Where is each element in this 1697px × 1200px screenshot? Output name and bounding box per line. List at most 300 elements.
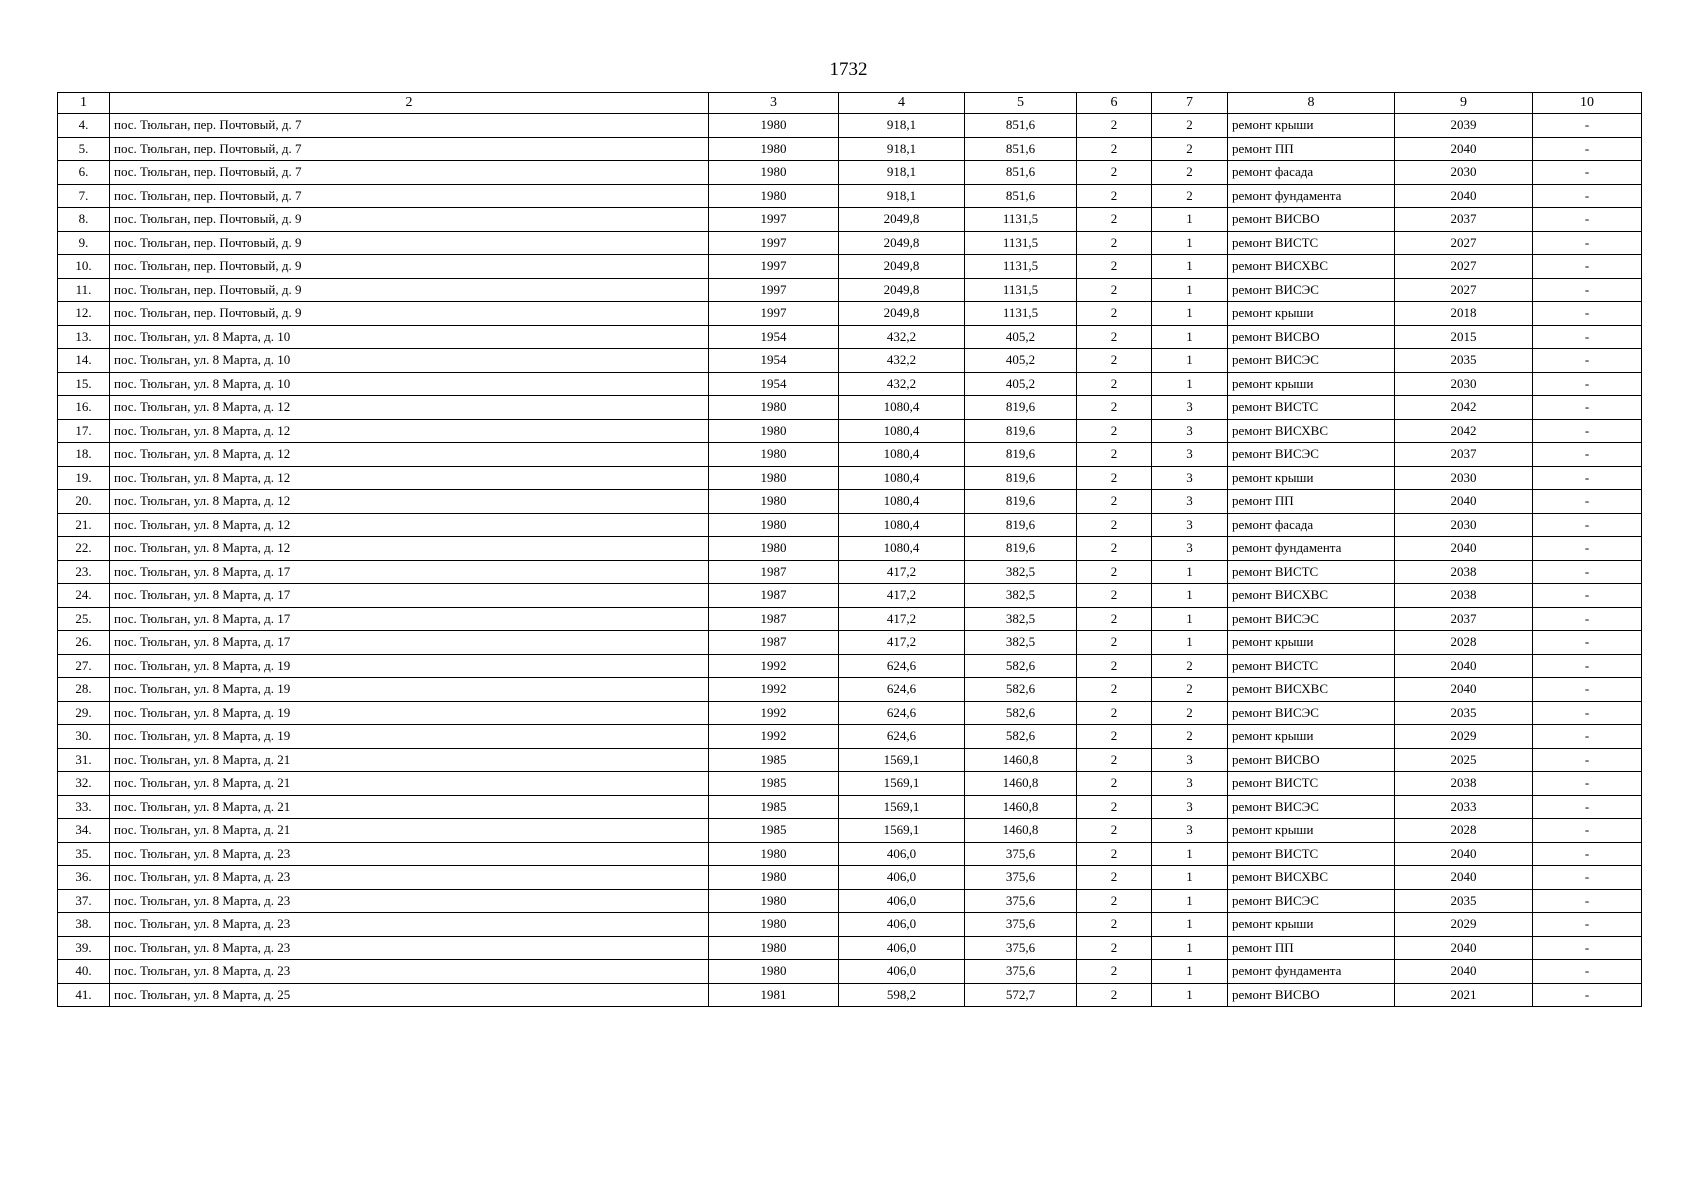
total-area-cell: 406,0	[839, 842, 965, 866]
planned-year-cell: 2040	[1395, 137, 1533, 161]
row-number-cell: 13.	[58, 325, 110, 349]
table-row	[58, 419, 1642, 443]
floors-cell: 2	[1077, 607, 1152, 631]
build-year-cell: 1980	[709, 490, 839, 514]
row-number-cell: 4.	[58, 114, 110, 138]
build-year-cell: 1992	[709, 678, 839, 702]
planned-year-cell: 2027	[1395, 255, 1533, 279]
work-type-cell: ремонт крыши	[1228, 913, 1395, 937]
work-type-cell: ремонт ПП	[1228, 490, 1395, 514]
work-type-cell: ремонт фасада	[1228, 161, 1395, 185]
work-type-cell: ремонт крыши	[1228, 725, 1395, 749]
address-cell: пос. Тюльган, пер. Почтовый, д. 9	[110, 255, 709, 279]
planned-year-cell: 2027	[1395, 231, 1533, 255]
table-row	[58, 137, 1642, 161]
work-type-cell: ремонт ВИСЭС	[1228, 889, 1395, 913]
living-area-cell: 819,6	[965, 419, 1077, 443]
total-area-cell: 624,6	[839, 701, 965, 725]
table-row	[58, 560, 1642, 584]
living-area-cell: 1131,5	[965, 208, 1077, 232]
planned-year-cell: 2037	[1395, 607, 1533, 631]
row-number-cell: 39.	[58, 936, 110, 960]
row-number-cell: 32.	[58, 772, 110, 796]
living-area-cell: 819,6	[965, 466, 1077, 490]
build-year-cell: 1980	[709, 137, 839, 161]
notes-cell: -	[1533, 936, 1642, 960]
floors-cell: 2	[1077, 983, 1152, 1007]
entrances-cell: 2	[1152, 161, 1228, 185]
entrances-cell: 1	[1152, 960, 1228, 984]
notes-cell: -	[1533, 396, 1642, 420]
living-area-cell: 1460,8	[965, 748, 1077, 772]
address-cell: пос. Тюльган, ул. 8 Марта, д. 17	[110, 607, 709, 631]
living-area-cell: 1460,8	[965, 819, 1077, 843]
floors-cell: 2	[1077, 161, 1152, 185]
total-area-cell: 1080,4	[839, 466, 965, 490]
address-cell: пос. Тюльган, ул. 8 Марта, д. 12	[110, 419, 709, 443]
total-area-cell: 417,2	[839, 607, 965, 631]
total-area-cell: 417,2	[839, 631, 965, 655]
build-year-cell: 1980	[709, 513, 839, 537]
entrances-cell: 1	[1152, 325, 1228, 349]
total-area-cell: 2049,8	[839, 302, 965, 326]
planned-year-cell: 2028	[1395, 819, 1533, 843]
notes-cell: -	[1533, 889, 1642, 913]
column-header: 9	[1395, 93, 1533, 114]
notes-cell: -	[1533, 372, 1642, 396]
total-area-cell: 918,1	[839, 137, 965, 161]
page-number: 1732	[829, 59, 868, 80]
table-row	[58, 184, 1642, 208]
work-type-cell: ремонт крыши	[1228, 114, 1395, 138]
column-header: 4	[839, 93, 965, 114]
floors-cell: 2	[1077, 889, 1152, 913]
floors-cell: 2	[1077, 537, 1152, 561]
entrances-cell: 2	[1152, 725, 1228, 749]
table-row	[58, 607, 1642, 631]
build-year-cell: 1992	[709, 701, 839, 725]
build-year-cell: 1992	[709, 725, 839, 749]
row-number-cell: 21.	[58, 513, 110, 537]
entrances-cell: 1	[1152, 584, 1228, 608]
work-type-cell: ремонт ВИСХВС	[1228, 866, 1395, 890]
build-year-cell: 1980	[709, 842, 839, 866]
work-type-cell: ремонт ПП	[1228, 936, 1395, 960]
entrances-cell: 2	[1152, 114, 1228, 138]
build-year-cell: 1980	[709, 936, 839, 960]
table-row	[58, 372, 1642, 396]
living-area-cell: 405,2	[965, 325, 1077, 349]
address-cell: пос. Тюльган, ул. 8 Марта, д. 17	[110, 560, 709, 584]
entrances-cell: 3	[1152, 419, 1228, 443]
table-row	[58, 466, 1642, 490]
table-row	[58, 866, 1642, 890]
row-number-cell: 37.	[58, 889, 110, 913]
table-row	[58, 936, 1642, 960]
entrances-cell: 3	[1152, 819, 1228, 843]
total-area-cell: 406,0	[839, 936, 965, 960]
row-number-cell: 30.	[58, 725, 110, 749]
planned-year-cell: 2037	[1395, 443, 1533, 467]
row-number-cell: 16.	[58, 396, 110, 420]
planned-year-cell: 2029	[1395, 913, 1533, 937]
work-type-cell: ремонт ПП	[1228, 137, 1395, 161]
floors-cell: 2	[1077, 748, 1152, 772]
repair-schedule-table	[57, 92, 1642, 1007]
notes-cell: -	[1533, 537, 1642, 561]
table-row	[58, 678, 1642, 702]
table-row	[58, 654, 1642, 678]
build-year-cell: 1980	[709, 537, 839, 561]
entrances-cell: 1	[1152, 936, 1228, 960]
entrances-cell: 3	[1152, 772, 1228, 796]
planned-year-cell: 2030	[1395, 466, 1533, 490]
work-type-cell: ремонт фундамента	[1228, 960, 1395, 984]
total-area-cell: 1080,4	[839, 490, 965, 514]
entrances-cell: 1	[1152, 302, 1228, 326]
row-number-cell: 11.	[58, 278, 110, 302]
build-year-cell: 1985	[709, 748, 839, 772]
total-area-cell: 1080,4	[839, 443, 965, 467]
table-row	[58, 584, 1642, 608]
living-area-cell: 819,6	[965, 396, 1077, 420]
entrances-cell: 1	[1152, 372, 1228, 396]
planned-year-cell: 2021	[1395, 983, 1533, 1007]
living-area-cell: 375,6	[965, 913, 1077, 937]
build-year-cell: 1980	[709, 161, 839, 185]
total-area-cell: 417,2	[839, 584, 965, 608]
planned-year-cell: 2040	[1395, 184, 1533, 208]
total-area-cell: 918,1	[839, 114, 965, 138]
entrances-cell: 1	[1152, 607, 1228, 631]
notes-cell: -	[1533, 302, 1642, 326]
notes-cell: -	[1533, 842, 1642, 866]
total-area-cell: 1569,1	[839, 795, 965, 819]
total-area-cell: 624,6	[839, 725, 965, 749]
notes-cell: -	[1533, 795, 1642, 819]
work-type-cell: ремонт фундамента	[1228, 537, 1395, 561]
work-type-cell: ремонт ВИСХВС	[1228, 584, 1395, 608]
planned-year-cell: 2040	[1395, 866, 1533, 890]
notes-cell: -	[1533, 490, 1642, 514]
planned-year-cell: 2035	[1395, 889, 1533, 913]
floors-cell: 2	[1077, 560, 1152, 584]
notes-cell: -	[1533, 137, 1642, 161]
floors-cell: 2	[1077, 513, 1152, 537]
total-area-cell: 1080,4	[839, 537, 965, 561]
total-area-cell: 417,2	[839, 560, 965, 584]
floors-cell: 2	[1077, 772, 1152, 796]
planned-year-cell: 2040	[1395, 654, 1533, 678]
work-type-cell: ремонт крыши	[1228, 466, 1395, 490]
address-cell: пос. Тюльган, ул. 8 Марта, д. 19	[110, 678, 709, 702]
work-type-cell: ремонт ВИСВО	[1228, 208, 1395, 232]
notes-cell: -	[1533, 325, 1642, 349]
row-number-cell: 29.	[58, 701, 110, 725]
work-type-cell: ремонт ВИСЭС	[1228, 795, 1395, 819]
entrances-cell: 1	[1152, 208, 1228, 232]
living-area-cell: 819,6	[965, 513, 1077, 537]
build-year-cell: 1980	[709, 396, 839, 420]
living-area-cell: 582,6	[965, 678, 1077, 702]
planned-year-cell: 2042	[1395, 419, 1533, 443]
living-area-cell: 851,6	[965, 114, 1077, 138]
row-number-cell: 28.	[58, 678, 110, 702]
planned-year-cell: 2028	[1395, 631, 1533, 655]
build-year-cell: 1997	[709, 302, 839, 326]
total-area-cell: 432,2	[839, 349, 965, 373]
entrances-cell: 1	[1152, 842, 1228, 866]
planned-year-cell: 2030	[1395, 372, 1533, 396]
notes-cell: -	[1533, 678, 1642, 702]
entrances-cell: 3	[1152, 513, 1228, 537]
total-area-cell: 432,2	[839, 325, 965, 349]
floors-cell: 2	[1077, 631, 1152, 655]
row-number-cell: 27.	[58, 654, 110, 678]
row-number-cell: 6.	[58, 161, 110, 185]
floors-cell: 2	[1077, 255, 1152, 279]
entrances-cell: 1	[1152, 349, 1228, 373]
notes-cell: -	[1533, 114, 1642, 138]
build-year-cell: 1954	[709, 372, 839, 396]
work-type-cell: ремонт ВИСТС	[1228, 231, 1395, 255]
build-year-cell: 1987	[709, 560, 839, 584]
entrances-cell: 3	[1152, 795, 1228, 819]
total-area-cell: 1080,4	[839, 513, 965, 537]
table-row	[58, 913, 1642, 937]
build-year-cell: 1980	[709, 913, 839, 937]
planned-year-cell: 2030	[1395, 161, 1533, 185]
row-number-cell: 8.	[58, 208, 110, 232]
column-header: 6	[1077, 93, 1152, 114]
entrances-cell: 2	[1152, 184, 1228, 208]
planned-year-cell: 2042	[1395, 396, 1533, 420]
notes-cell: -	[1533, 560, 1642, 584]
planned-year-cell: 2035	[1395, 349, 1533, 373]
living-area-cell: 582,6	[965, 654, 1077, 678]
floors-cell: 2	[1077, 278, 1152, 302]
build-year-cell: 1985	[709, 819, 839, 843]
planned-year-cell: 2035	[1395, 701, 1533, 725]
row-number-cell: 14.	[58, 349, 110, 373]
work-type-cell: ремонт ВИСЭС	[1228, 701, 1395, 725]
planned-year-cell: 2025	[1395, 748, 1533, 772]
work-type-cell: ремонт ВИСТС	[1228, 560, 1395, 584]
notes-cell: -	[1533, 983, 1642, 1007]
build-year-cell: 1985	[709, 772, 839, 796]
total-area-cell: 406,0	[839, 866, 965, 890]
column-header: 3	[709, 93, 839, 114]
entrances-cell: 1	[1152, 278, 1228, 302]
table-row	[58, 396, 1642, 420]
living-area-cell: 1131,5	[965, 231, 1077, 255]
notes-cell: -	[1533, 349, 1642, 373]
living-area-cell: 1131,5	[965, 278, 1077, 302]
address-cell: пос. Тюльган, пер. Почтовый, д. 9	[110, 208, 709, 232]
entrances-cell: 2	[1152, 701, 1228, 725]
living-area-cell: 819,6	[965, 490, 1077, 514]
floors-cell: 2	[1077, 114, 1152, 138]
header-row	[58, 93, 1642, 114]
planned-year-cell: 2039	[1395, 114, 1533, 138]
living-area-cell: 819,6	[965, 443, 1077, 467]
entrances-cell: 3	[1152, 396, 1228, 420]
total-area-cell: 1080,4	[839, 419, 965, 443]
table-row	[58, 701, 1642, 725]
entrances-cell: 2	[1152, 137, 1228, 161]
address-cell: пос. Тюльган, пер. Почтовый, д. 7	[110, 114, 709, 138]
build-year-cell: 1997	[709, 231, 839, 255]
notes-cell: -	[1533, 466, 1642, 490]
total-area-cell: 2049,8	[839, 255, 965, 279]
table-row	[58, 889, 1642, 913]
row-number-cell: 36.	[58, 866, 110, 890]
living-area-cell: 851,6	[965, 137, 1077, 161]
address-cell: пос. Тюльган, ул. 8 Марта, д. 10	[110, 349, 709, 373]
address-cell: пос. Тюльган, ул. 8 Марта, д. 12	[110, 396, 709, 420]
floors-cell: 2	[1077, 137, 1152, 161]
address-cell: пос. Тюльган, ул. 8 Марта, д. 23	[110, 913, 709, 937]
notes-cell: -	[1533, 913, 1642, 937]
table-row	[58, 349, 1642, 373]
table-row	[58, 490, 1642, 514]
living-area-cell: 405,2	[965, 372, 1077, 396]
living-area-cell: 375,6	[965, 866, 1077, 890]
planned-year-cell: 2037	[1395, 208, 1533, 232]
row-number-cell: 22.	[58, 537, 110, 561]
row-number-cell: 31.	[58, 748, 110, 772]
floors-cell: 2	[1077, 466, 1152, 490]
work-type-cell: ремонт ВИСТС	[1228, 654, 1395, 678]
address-cell: пос. Тюльган, ул. 8 Марта, д. 23	[110, 889, 709, 913]
row-number-cell: 24.	[58, 584, 110, 608]
notes-cell: -	[1533, 701, 1642, 725]
build-year-cell: 1987	[709, 584, 839, 608]
planned-year-cell: 2040	[1395, 537, 1533, 561]
total-area-cell: 1569,1	[839, 772, 965, 796]
planned-year-cell: 2038	[1395, 560, 1533, 584]
notes-cell: -	[1533, 443, 1642, 467]
row-number-cell: 23.	[58, 560, 110, 584]
total-area-cell: 624,6	[839, 678, 965, 702]
work-type-cell: ремонт ВИСЭС	[1228, 278, 1395, 302]
row-number-cell: 5.	[58, 137, 110, 161]
table-row	[58, 443, 1642, 467]
address-cell: пос. Тюльган, ул. 8 Марта, д. 21	[110, 795, 709, 819]
row-number-cell: 41.	[58, 983, 110, 1007]
build-year-cell: 1980	[709, 866, 839, 890]
planned-year-cell: 2015	[1395, 325, 1533, 349]
address-cell: пос. Тюльган, пер. Почтовый, д. 7	[110, 184, 709, 208]
address-cell: пос. Тюльган, ул. 8 Марта, д. 12	[110, 443, 709, 467]
total-area-cell: 918,1	[839, 184, 965, 208]
row-number-cell: 35.	[58, 842, 110, 866]
table-row	[58, 208, 1642, 232]
floors-cell: 2	[1077, 302, 1152, 326]
total-area-cell: 432,2	[839, 372, 965, 396]
build-year-cell: 1997	[709, 255, 839, 279]
table-row	[58, 325, 1642, 349]
notes-cell: -	[1533, 725, 1642, 749]
notes-cell: -	[1533, 278, 1642, 302]
table-row	[58, 960, 1642, 984]
floors-cell: 2	[1077, 678, 1152, 702]
floors-cell: 2	[1077, 936, 1152, 960]
total-area-cell: 406,0	[839, 913, 965, 937]
build-year-cell: 1980	[709, 184, 839, 208]
entrances-cell: 1	[1152, 866, 1228, 890]
planned-year-cell: 2029	[1395, 725, 1533, 749]
floors-cell: 2	[1077, 725, 1152, 749]
build-year-cell: 1985	[709, 795, 839, 819]
row-number-cell: 34.	[58, 819, 110, 843]
floors-cell: 2	[1077, 819, 1152, 843]
build-year-cell: 1997	[709, 278, 839, 302]
floors-cell: 2	[1077, 325, 1152, 349]
table-row	[58, 278, 1642, 302]
notes-cell: -	[1533, 631, 1642, 655]
table-body	[58, 93, 1642, 1007]
address-cell: пос. Тюльган, пер. Почтовый, д. 9	[110, 278, 709, 302]
total-area-cell: 1080,4	[839, 396, 965, 420]
build-year-cell: 1997	[709, 208, 839, 232]
living-area-cell: 1131,5	[965, 255, 1077, 279]
planned-year-cell: 2040	[1395, 960, 1533, 984]
living-area-cell: 375,6	[965, 889, 1077, 913]
floors-cell: 2	[1077, 419, 1152, 443]
entrances-cell: 2	[1152, 654, 1228, 678]
living-area-cell: 572,7	[965, 983, 1077, 1007]
address-cell: пос. Тюльган, ул. 8 Марта, д. 21	[110, 819, 709, 843]
work-type-cell: ремонт ВИСВО	[1228, 983, 1395, 1007]
work-type-cell: ремонт ВИСХВС	[1228, 419, 1395, 443]
living-area-cell: 582,6	[965, 725, 1077, 749]
living-area-cell: 375,6	[965, 842, 1077, 866]
total-area-cell: 2049,8	[839, 208, 965, 232]
living-area-cell: 1460,8	[965, 772, 1077, 796]
column-header: 7	[1152, 93, 1228, 114]
entrances-cell: 3	[1152, 443, 1228, 467]
table-row	[58, 255, 1642, 279]
work-type-cell: ремонт ВИСТС	[1228, 772, 1395, 796]
build-year-cell: 1954	[709, 325, 839, 349]
total-area-cell: 624,6	[839, 654, 965, 678]
notes-cell: -	[1533, 208, 1642, 232]
planned-year-cell: 2038	[1395, 584, 1533, 608]
table-row	[58, 114, 1642, 138]
work-type-cell: ремонт крыши	[1228, 372, 1395, 396]
notes-cell: -	[1533, 255, 1642, 279]
living-area-cell: 851,6	[965, 184, 1077, 208]
entrances-cell: 1	[1152, 231, 1228, 255]
address-cell: пос. Тюльган, пер. Почтовый, д. 7	[110, 161, 709, 185]
build-year-cell: 1980	[709, 466, 839, 490]
row-number-cell: 9.	[58, 231, 110, 255]
living-area-cell: 582,6	[965, 701, 1077, 725]
row-number-cell: 12.	[58, 302, 110, 326]
planned-year-cell: 2033	[1395, 795, 1533, 819]
notes-cell: -	[1533, 584, 1642, 608]
entrances-cell: 3	[1152, 537, 1228, 561]
entrances-cell: 3	[1152, 748, 1228, 772]
address-cell: пос. Тюльган, ул. 8 Марта, д. 23	[110, 866, 709, 890]
table-row	[58, 748, 1642, 772]
entrances-cell: 1	[1152, 889, 1228, 913]
build-year-cell: 1980	[709, 889, 839, 913]
entrances-cell: 2	[1152, 678, 1228, 702]
row-number-cell: 19.	[58, 466, 110, 490]
floors-cell: 2	[1077, 349, 1152, 373]
